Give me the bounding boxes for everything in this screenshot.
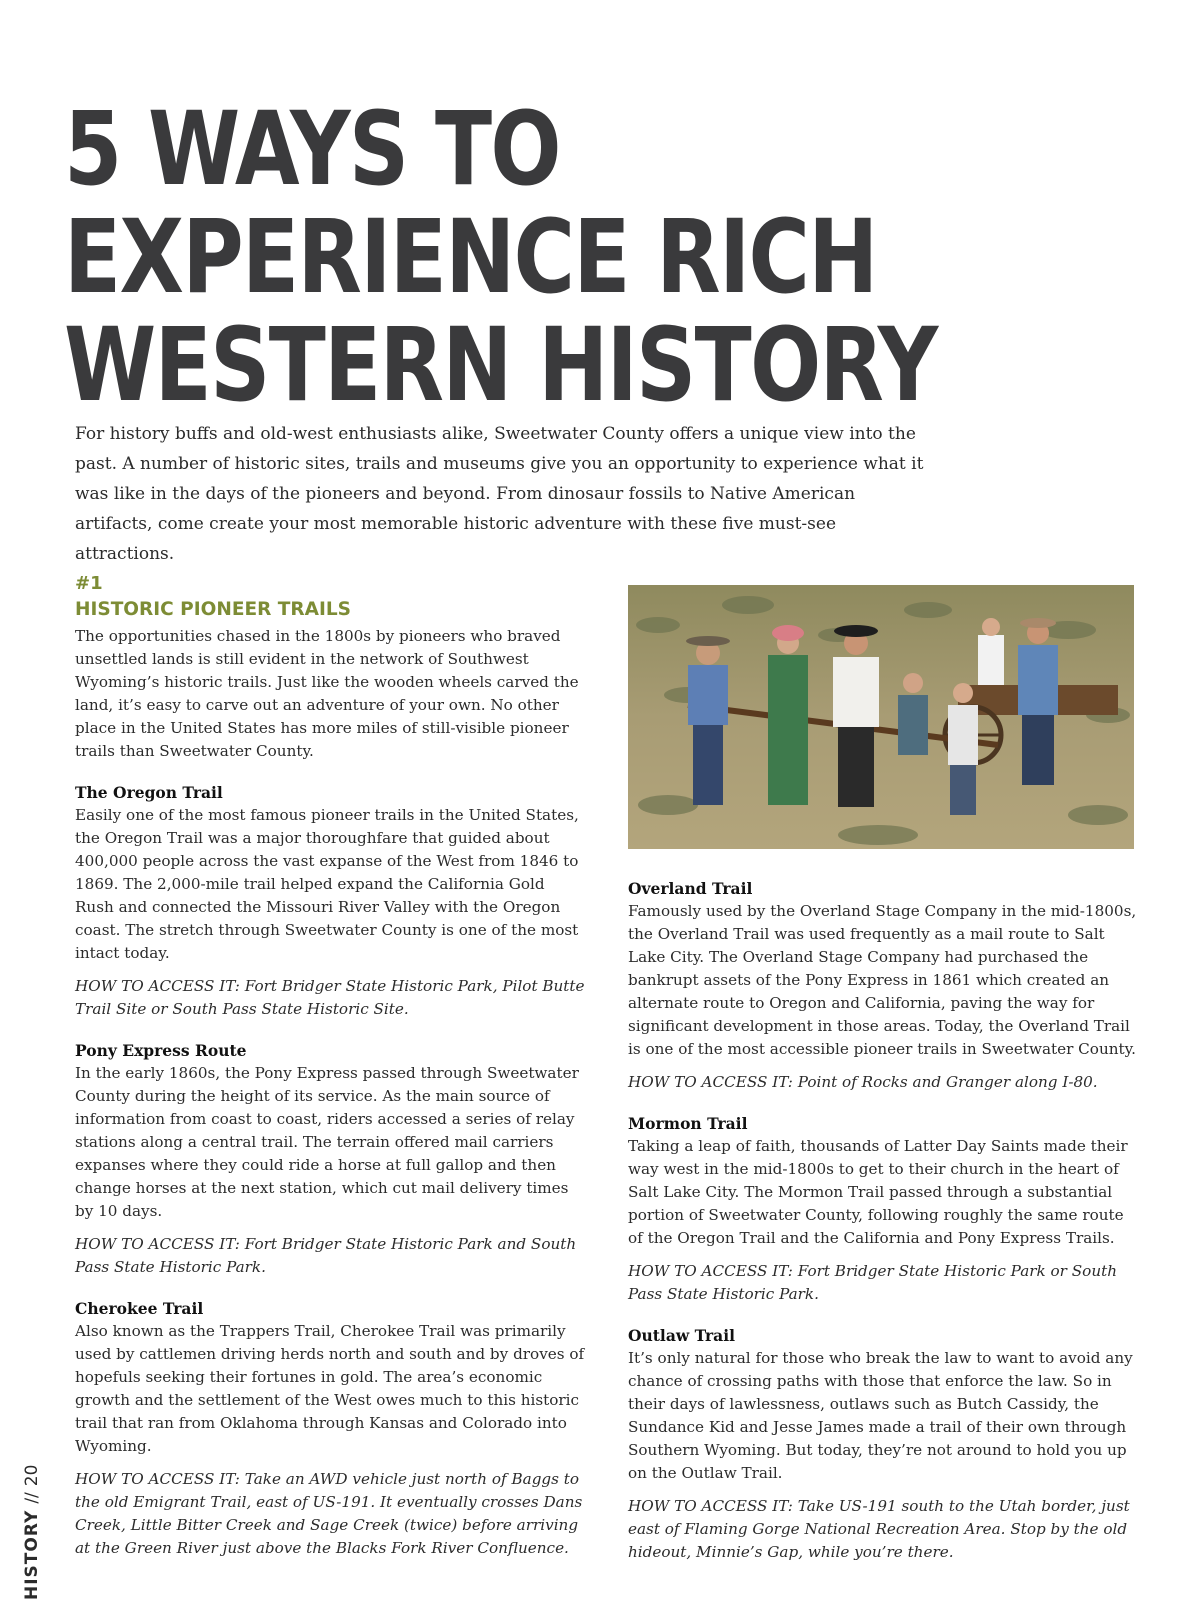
trail-access: HOW TO ACCESS IT: Point of Rocks and Granger along I-80. xyxy=(628,1073,1098,1091)
trail-pony-express xyxy=(75,1040,585,1279)
page-number: 20 xyxy=(22,1464,42,1487)
trail-heading: Outlaw Trail xyxy=(628,1326,735,1345)
intro-paragraph: For history buffs and old-west enthusiasts alike, Sweetwater County offers a unique view into the past. A number of historic sites, trails and museums give you an opportunity to experience what it was like in the days of the pioneers and beyond. From dinosaur fossils to Native American artifacts, come create your most memorable historic adventure with these five must-see attractions. xyxy=(75,424,924,564)
trail-body: Taking a leap of faith, thousands of Latter Day Saints made their way west in the mid-1800s to get to their church in the heart of Salt Lake City. The Mormon Trail passed through a substantial portion of Sweetwater County, following roughly the same route of the Oregon Trail and the California and Pony Express Trails. xyxy=(628,1137,1128,1247)
trail-body: In the early 1860s, the Pony Express passed through Sweetwater County during the height of its service. As the main source of information from coast to coast, riders accessed a series of relay stations along a central trail. The terrain offered mail carriers expanses where they could ride a horse at full gallop and then change horses at the next station, which cut mail delivery times by 10 days. xyxy=(75,1064,579,1220)
page-folio xyxy=(22,1465,42,1600)
photo-illustration xyxy=(628,585,1134,849)
page-title xyxy=(64,90,937,425)
trail-heading: Cherokee Trail xyxy=(75,1299,204,1318)
trail-mormon xyxy=(628,1113,1138,1306)
trail-access: HOW TO ACCESS IT: Fort Bridger State Historic Park and South Pass State Historic Park. xyxy=(75,1235,577,1276)
section-title: HISTORIC PIONEER TRAILS xyxy=(75,599,351,620)
left-column xyxy=(75,571,585,1560)
section-number: #1 xyxy=(75,573,103,594)
trail-body: Easily one of the most famous pioneer trails in the United States, the Oregon Trail was a major thoroughfare that guided about 400,000 people across the vast expanse of the West from 1846 to 1869. The 2,000-mile trail helped expand the California Gold Rush and connected the Missouri River Valley with the Oregon coast. The stretch through Sweetwater County is one of the most intact today. xyxy=(75,806,579,962)
folio-separator: // xyxy=(22,1492,42,1504)
folio-section: HISTORY xyxy=(22,1509,42,1600)
trail-outlaw xyxy=(628,1325,1138,1564)
trail-body: It’s only natural for those who break the law to want to avoid any chance of crossing paths with those that enforce the law. So in their days of lawlessness, outlaws such as Butch Cassidy, the Sundance Kid and Jesse James made a trail of their own through Southern Wyoming. But today, they’re not around to hold you up on the Outlaw Trail. xyxy=(628,1349,1133,1482)
section-lead: The opportunities chased in the 1800s by pioneers who braved unsettled lands is still evident in the network of Southwest Wyoming’s historic trails. Just like the wooden wheels carved the land, it’s easy to carve out an adventure of your own. No other place in the United States has more miles of still-visible pioneer trails than Sweetwater County. xyxy=(75,627,579,760)
trail-heading: Pony Express Route xyxy=(75,1041,247,1060)
pioneer-reenactment-photo xyxy=(628,585,1134,849)
trail-heading: The Oregon Trail xyxy=(75,783,223,802)
title-line-2: EXPERIENCE RICH xyxy=(64,198,877,317)
trail-heading: Mormon Trail xyxy=(628,1114,748,1133)
trail-access: HOW TO ACCESS IT: Take an AWD vehicle just north of Baggs to the old Emigrant Trail, east of US-191. It eventually crosses Dans Creek, Little Bitter Creek and Sage Creek (twice) before arriving at the Green River just above the Blacks Fork River Confluence. xyxy=(75,1470,583,1557)
trail-overland xyxy=(628,878,1138,1094)
trail-cherokee xyxy=(75,1298,585,1560)
right-column xyxy=(628,878,1138,1564)
trail-body: Also known as the Trappers Trail, Cherokee Trail was primarily used by cattlemen driving herds north and south and by droves of hopefuls seeking their fortunes in gold. The area’s economic growth and the settlement of the West owes much to this historic trail that ran from Oklahoma through Kansas and Colorado into Wyoming. xyxy=(75,1322,585,1455)
trail-access: HOW TO ACCESS IT: Fort Bridger State Historic Park or South Pass State Historic Park. xyxy=(628,1262,1117,1303)
trail-access: HOW TO ACCESS IT: Fort Bridger State Historic Park, Pilot Butte Trail Site or South Pass State Historic Site. xyxy=(75,977,585,1018)
trail-oregon xyxy=(75,782,585,1021)
trail-heading: Overland Trail xyxy=(628,879,753,898)
trail-access: HOW TO ACCESS IT: Take US-191 south to the Utah border, just east of Flaming Gorge National Recreation Area. Stop by the old hideout, Minnie’s Gap, while you’re there. xyxy=(628,1497,1130,1561)
title-line-1: 5 WAYS TO xyxy=(64,90,560,209)
trail-body: Famously used by the Overland Stage Company in the mid-1800s, the Overland Trail was used frequently as a mail route to Salt Lake City. The Overland Stage Company had purchased the bankrupt assets of the Pony Express in 1861 which created an alternate route to Oregon and California, paving the way for significant development in those areas. Today, the Overland Trail is one of the most accessible pioneer trails in Sweetwater County. xyxy=(628,902,1137,1058)
title-line-3: WESTERN HISTORY xyxy=(64,306,937,425)
